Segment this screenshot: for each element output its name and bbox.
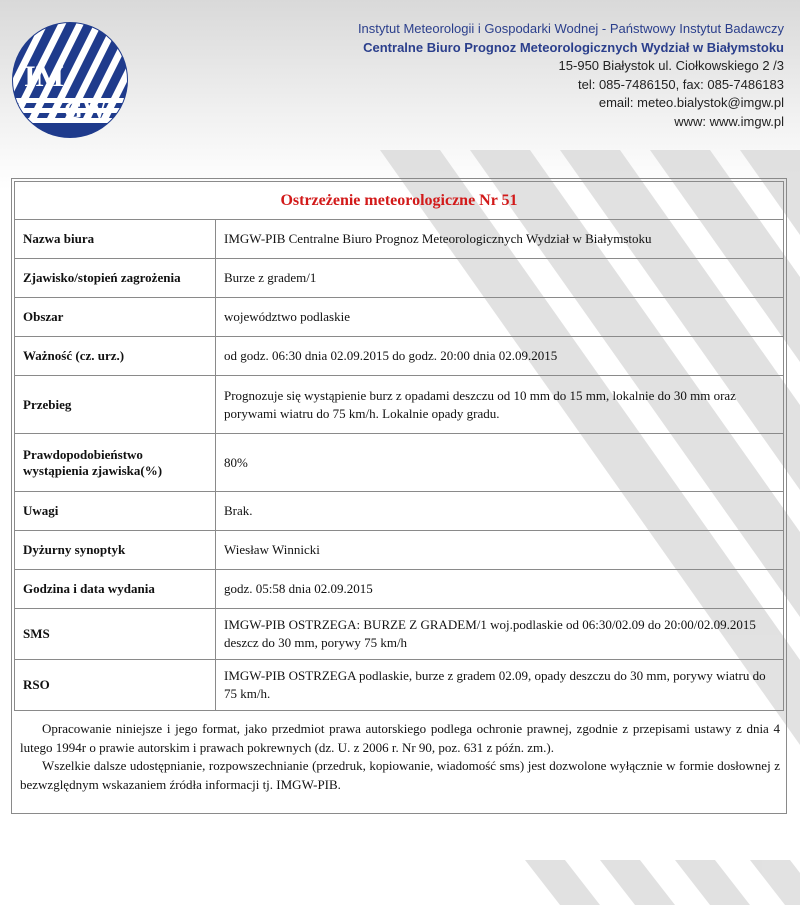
row-label: Dyżurny synoptyk bbox=[15, 531, 216, 570]
row-label: Obszar bbox=[15, 298, 216, 337]
logo-text-top: IM bbox=[24, 60, 64, 93]
row-label: Zjawisko/stopień zagrożenia bbox=[15, 259, 216, 298]
warning-table bbox=[14, 181, 784, 711]
row-value: godz. 05:58 dnia 02.09.2015 bbox=[216, 570, 784, 609]
row-value: Brak. bbox=[216, 492, 784, 531]
address: 15-950 Białystok ul. Ciołkowskiego 2 /3 bbox=[558, 58, 784, 73]
phone-fax: tel: 085-7486150, fax: 085-7486183 bbox=[577, 76, 784, 92]
office-name: Centralne Biuro Prognoz Meteorologicznych Wydział w Białymstoku bbox=[363, 39, 784, 55]
email: email: meteo.bialystok@imgw.pl bbox=[598, 95, 784, 110]
table-row bbox=[15, 298, 784, 337]
table-row bbox=[15, 609, 784, 660]
row-value: od godz. 06:30 dnia 02.09.2015 do godz. 20:00 dnia 02.09.2015 bbox=[216, 337, 784, 376]
letterhead bbox=[0, 0, 800, 150]
website: www: www.imgw.pl bbox=[674, 113, 784, 129]
row-value: IMGW-PIB OSTRZEGA: BURZE Z GRADEM/1 woj.podlaskie od 06:30/02.09 do 20:00/02.09.2015 deszcz do 30 mm, porywy 75 km/h bbox=[216, 609, 784, 660]
table-row bbox=[15, 220, 784, 259]
warning-title: Ostrzeżenie meteorologiczne Nr 51 bbox=[15, 182, 784, 220]
row-label: SMS bbox=[15, 609, 216, 660]
row-label: Uwagi bbox=[15, 492, 216, 531]
table-row bbox=[15, 531, 784, 570]
row-value: IMGW-PIB OSTRZEGA podlaskie, burze z gradem 02.09, opady deszczu do 30 mm, porywy wiatru do 75 km/h. bbox=[216, 660, 784, 711]
row-label: Nazwa biura bbox=[15, 220, 216, 259]
row-value: 80% bbox=[216, 434, 784, 492]
row-value: Prognozuje się wystąpienie burz z opadami deszczu od 10 mm do 15 mm, lokalnie do 30 mm oraz porywami wiatru do 75 km/h. Lokalnie opady gradu. bbox=[216, 376, 784, 434]
table-row bbox=[15, 492, 784, 531]
row-label: Prawdopodobieństwo wystąpienia zjawiska(%) bbox=[15, 434, 216, 492]
row-value: województwo podlaskie bbox=[216, 298, 784, 337]
copyright-notice bbox=[20, 720, 780, 794]
redistribution-paragraph: Wszelkie dalsze udostępnianie, rozpowszechnianie (przedruk, kopiowanie, wiadomość sms) jest dozwolone wyłącznie w formie dosłownej z bezwzględnym wskazaniem źródła informacji tj. IMGW-PIB. bbox=[20, 758, 780, 792]
institute-contact bbox=[358, 20, 784, 131]
copyright-paragraph: Opracowanie niniejsze i jego format, jako przedmiot prawa autorskiego podlega ochronie prawnej, zgodnie z przepisami ustawy z dnia 4 lutego 1994r o prawie autorskim i prawach pokrewnych (dz. U. z 2006 r. Nr 90, poz. 631 z późn. zm.). bbox=[20, 721, 780, 755]
row-value: IMGW-PIB Centralne Biuro Prognoz Meteorologicznych Wydział w Białymstoku bbox=[216, 220, 784, 259]
row-label: Ważność (cz. urz.) bbox=[15, 337, 216, 376]
table-row bbox=[15, 376, 784, 434]
row-label: RSO bbox=[15, 660, 216, 711]
logo-text-bottom: GW bbox=[64, 98, 107, 124]
table-row bbox=[15, 434, 784, 492]
row-label: Przebieg bbox=[15, 376, 216, 434]
table-row bbox=[15, 570, 784, 609]
table-row bbox=[15, 259, 784, 298]
warning-document bbox=[11, 178, 787, 814]
row-value: Burze z gradem/1 bbox=[216, 259, 784, 298]
table-row bbox=[15, 660, 784, 711]
table-row bbox=[15, 337, 784, 376]
institute-name: Instytut Meteorologii i Gospodarki Wodnej - Państwowy Instytut Badawczy bbox=[357, 21, 784, 36]
imgw-logo bbox=[10, 20, 130, 140]
row-value: Wiesław Winnicki bbox=[216, 531, 784, 570]
row-label: Godzina i data wydania bbox=[15, 570, 216, 609]
